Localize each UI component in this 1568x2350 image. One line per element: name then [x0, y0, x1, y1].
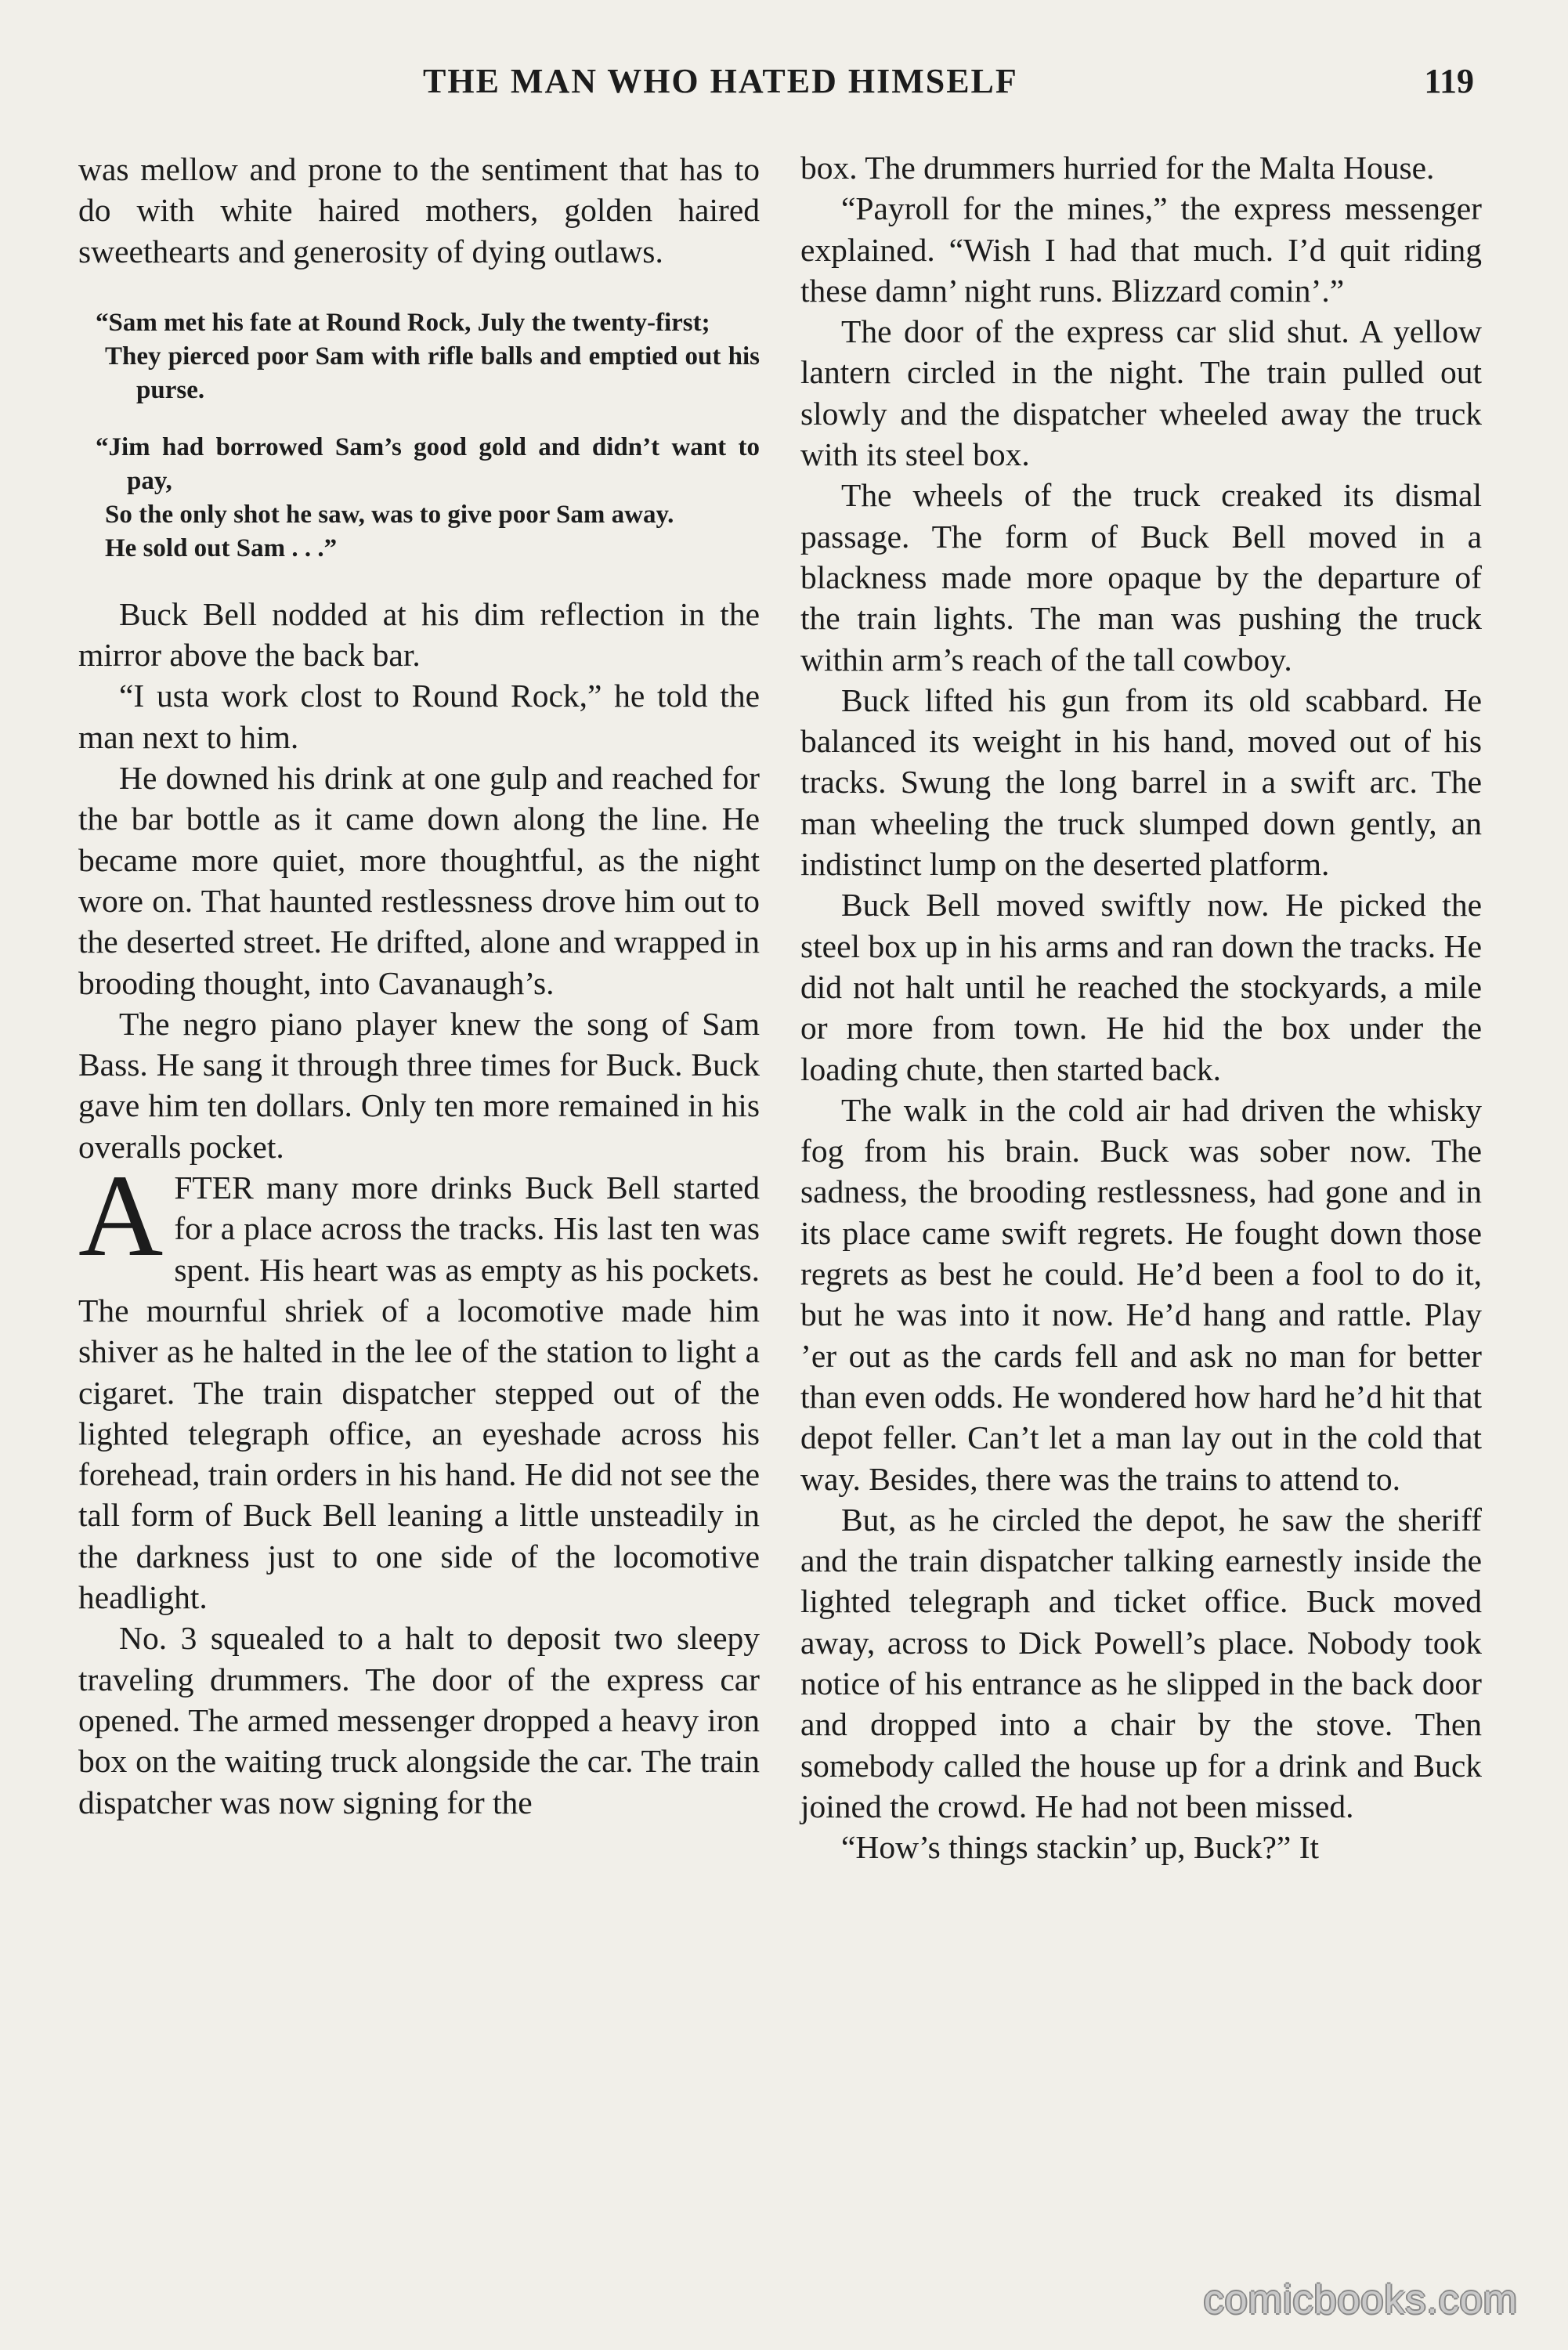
verse-line: So the only shot he saw, was to give poor Sam away. [105, 500, 674, 529]
verse-line: They pierced poor Sam with rifle balls and emptied out his purse. [105, 342, 760, 404]
verse-line: “Jim had borrowed Sam’s good gold and didn’t want to pay, [96, 432, 760, 495]
paragraph: box. The drummers hurried for the Malta House. [800, 150, 1435, 186]
paragraph: “I usta work clost to Round Rock,” he told the man next to him. [78, 678, 760, 755]
page-number: 119 [1424, 62, 1474, 100]
paragraph: But, as he circled the depot, he saw the sheriff and the train dispatcher talking earnestly inside the lighted telegraph and ticket office. Buck moved away, across to Dick Powell’s place. Nobody took notice of his entrance as he slipped in the back door and dropped into a chair by the stove. Then somebody called the house up for a drink and Buck joined the crowd. He had not been missed. [800, 1501, 1482, 1824]
verse-line: “Sam met his fate at Round Rock, July the twenty-first; [96, 308, 710, 337]
running-head [0, 61, 1568, 108]
site-watermark: comicbooks.com [1203, 2277, 1518, 2323]
dropcap-paragraph-text: FTER many more drinks Buck Bell started for a place across the tracks. His last ten was spent. His heart was as empty as his pockets. The mournful shriek of a locomotive made him shiver as he halted in the lee of the station to light a cigaret. The train dispatcher stepped out of the lighted telegraph office, an eyeshade across his forehead, train orders in his hand. He did not see the tall form of Buck Bell leaning a little unsteadily in the darkness just to one side of the locomotive headlight. [78, 1170, 760, 1616]
right-column [800, 147, 1482, 1867]
paragraph: He downed his drink at one gulp and reached for the bar bottle as it came down along the line. He became more quiet, more thoughtful, as the night wore on. That haunted restlessness drove him out to the deserted street. He drifted, alone and wrapped in brooding thought, into Cavanaugh’s. [78, 760, 760, 1001]
paragraph: “How’s things stackin’ up, Buck?” It [841, 1829, 1320, 1866]
verse-line: He sold out Sam . . .” [105, 533, 338, 562]
paragraph: The door of the express car slid shut. A yellow lantern circled in the night. The train pulled out slowly and the dispatcher wheeled away the truck with its steel box. [800, 313, 1482, 473]
paragraph: The wheels of the truck creaked its dismal passage. The form of Buck Bell moved in a blackness made more opaque by the departure of the train lights. The man was pushing the truck within arm’s reach of the tall cowboy. [800, 477, 1482, 678]
running-title: THE MAN WHO HATED HIMSELF [423, 62, 1018, 100]
paragraph: The negro piano player knew the song of Sam Bass. He sang it through three times for Buck. Buck gave him ten dollars. Only ten more remained in his overalls pocket. [78, 1005, 760, 1165]
song-verse [96, 306, 760, 566]
paragraph: Buck Bell moved swiftly now. He picked the steel box up in his arms and ran down the tracks. He did not halt until he reached the stockyards, a mile or more from town. He hid the box under the loading chute, then started back. [800, 887, 1482, 1087]
left-column [78, 149, 760, 1823]
paragraph: Buck Bell nodded at his dim reflection in the mirror above the back bar. [78, 595, 760, 674]
paragraph: No. 3 squealed to a halt to deposit two sleepy traveling drummers. The door of the express car opened. The armed messenger dropped a heavy iron box on the waiting truck alongside the car. The train dispatcher was now signing for the [78, 1620, 760, 1820]
dropcap-paragraph [78, 1151, 760, 1618]
verse-stanza [96, 431, 760, 566]
verse-stanza [96, 306, 760, 407]
paragraph: The walk in the cold air had driven the whisky fog from his brain. Buck was sober now. The sadness, the brooding restlessness, had gone and in its place came swift regrets. He fought down those regrets as best he could. He’d been a fool to do it, but he was into it now. He’d hang and rattle. Play ’er out as the cards fell and ask no man for better than even odds. He wondered how hard he’d hit that depot feller. Can’t let a man lay out in the cold that way. Besides, there was the trains to attend to. [800, 1091, 1482, 1497]
paragraph: Buck lifted his gun from its old scabbard. He balanced its weight in his hand, moved out of his tracks. Swung the long barrel in a swift arc. The man wheeling the truck slumped down gently, an indistinct lump on the deserted platform. [800, 682, 1482, 883]
drop-cap: A [78, 1151, 164, 1282]
paragraph: was mellow and prone to the sentiment that has to do with white haired mothers, golden haired sweethearts and generosity of dying outlaws. [78, 151, 760, 269]
paragraph: “Payroll for the mines,” the express messenger explained. “Wish I had that much. I’d quit riding these damn’ night runs. Blizzard comin’.” [800, 190, 1482, 309]
